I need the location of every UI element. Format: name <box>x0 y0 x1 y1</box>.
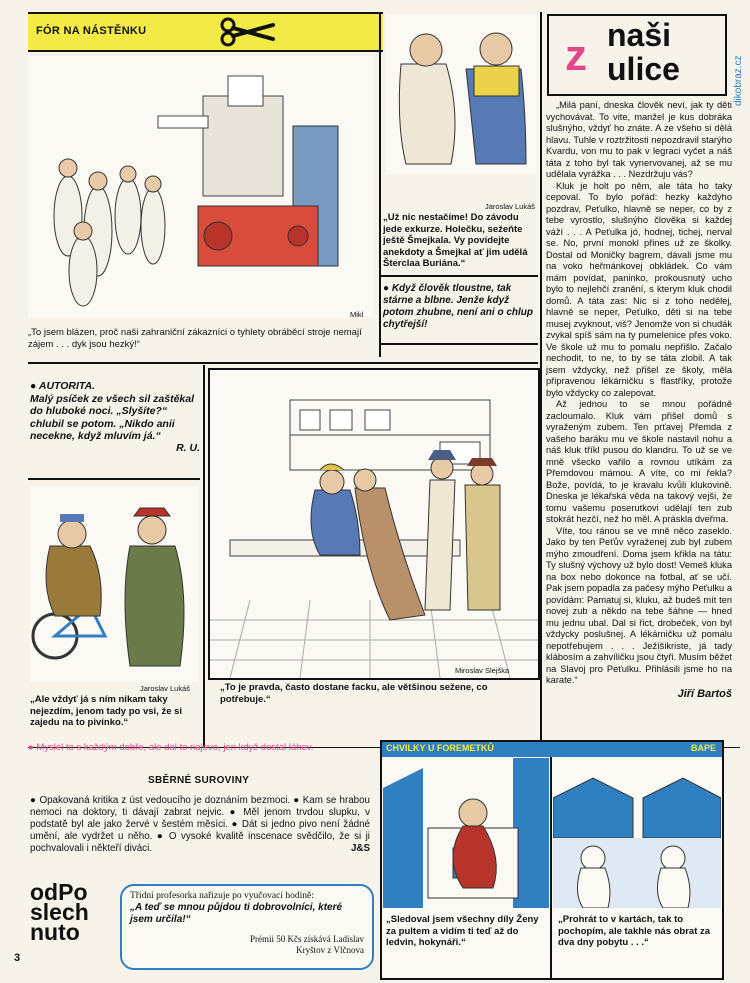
chvilky-header <box>382 742 722 757</box>
sberne-title: SBĚRNÉ SUROVINY <box>148 775 250 786</box>
scissors-icon <box>218 17 278 47</box>
cartoon-machines-illustration <box>28 56 373 318</box>
column-author: Jiří Bartoš <box>677 687 732 700</box>
autorita-text: Malý psíček ze všech sil zaštěkal do hluboké noci. „Slyšíte?“ chlubil se potom. „Nikdo anii necekne, když mluvím já.“ <box>30 392 195 442</box>
sberne-body: Opakovaná kritika z úst vedoucího je doznáním bezmoci. ● Kam se hrabou nemoci na doktory, ti dávají zabrat nejvic. ● Měl jenom trvdou slupku, v podstatě byl ale jako žervé v šestém měsíci. ● Dát si jedno pivo není žádné umění, ale vydržet u něho. ● O vysoké kvalitě inscenace svědčilo, že si ji pochvalovali i někteří diváci. <box>30 795 370 854</box>
bullet-icon: ● <box>30 380 39 392</box>
artist-credit: Miroslav Slejška <box>455 666 510 675</box>
column-paragraph: „Milá paní, dneska člověk neví, jak ty děti vychovávat. To vite, manžel je kus dobráka slušnýho, vždyť ho znáte. A ze všeho si dělá hlavu. Tuhle v roztržitosti nepozdravil starýho Kvardu, von mu to pak v legraci vyčet a náš táta z toho byl tak vynervovanej, až se mu udělala vyrážka . . . Nezdržuju vás? <box>546 100 732 179</box>
logo-nasi: naši <box>607 17 672 53</box>
logo-line: nuto <box>30 919 80 945</box>
page-number: 3 <box>14 952 21 964</box>
column-article <box>546 100 732 700</box>
section-title: FÓR NA NÁSTĚNKU <box>36 25 147 37</box>
bullet-icon: ● <box>28 742 37 753</box>
autorita-author: R. U. <box>176 441 200 454</box>
chvilky-strip <box>380 740 724 980</box>
autorita-box <box>30 380 200 454</box>
logo-z: z <box>565 31 587 80</box>
sberne-text <box>30 795 370 855</box>
nasi-z-ulice-logo <box>547 14 727 96</box>
odposlechnuto-prize: Prémii 50 Kčs získává Ladislav Kryštov z Vlčnova <box>250 934 364 955</box>
chvilky-caption-right: „Prohrát to v kartách, tak to pochopím, ale takhle nás obrat za dva dny pobytu . . .“ <box>558 914 711 948</box>
odposlechnuto-quote: „A teď se mnou půjdou ti dobrovolníci, které jsem určila!“ <box>130 902 343 925</box>
cartoon-caption: „To jsem blázen, proč naši zahraniční zákazníci o tyhlety obráběcí stroje nemají zájem . . . dyk jsou hezký!“ <box>28 327 362 350</box>
cartoon-kiosk-illustration <box>208 368 540 680</box>
chvilky-left-panel <box>383 758 549 908</box>
bullet-icon: ● <box>383 283 392 294</box>
pink-quote <box>28 742 378 753</box>
sberne-author: J&S <box>350 843 370 854</box>
chvilky-title: CHVILKY U FOREMETKŮ <box>386 743 494 753</box>
cartoon-caption: „Už nic nestačíme! Do závodu jede exkurze. Holečku, sežeňte ještě Šmejkala. Vy povídejte anekdoty a Šmejkal ať jim udělá Šterclaa Buriána.“ <box>383 212 528 269</box>
column-paragraph: Víte, tou ránou se ve mně něco zaseklo. Jako by ten Peťův vyraženej zub byl zubem mýho zmoudření. Doma jsem křikla na tátu: Ty slušný výchovy už bylo dost! Vemeš kluka na box nebo dokonce na fotbal, ať se učí. Pak jsem popadla za pačesy mýho Peťulku a povídám: Pamatuj si, kluku, až budeš mít ten novej zub a někdo na tebe šáhne — hned mu jednu ubal. Dal si řict, drobeček, von byl vždycky poslušnej. A lékárničku už pomalu nepotřebujem . . . Ježíšikriste, já tady klábosím a zahvíličku jsou čtyři. Musím běžet na Slavoj pro Peťulku. Přihlásili jsme ho na karate.“ <box>546 525 733 685</box>
section-header-for-na-nastenku <box>28 12 383 52</box>
machines-drawing <box>28 56 373 318</box>
joke-text: Když člověk tloustne, tak stárne a blbne. Jenže když potom zhubne, není ani o chlup chytřejší! <box>383 283 533 330</box>
artist-credit: Jaroslav Lukáš <box>485 202 536 211</box>
odposlechnuto-logo <box>30 879 120 945</box>
joke-tloustne <box>383 283 538 331</box>
artist-credit: Jaroslav Lukáš <box>140 684 191 693</box>
odposlechnuto-lead: Třídní profesorka nařizuje po vyučovací hodině: <box>130 891 314 901</box>
bike-drawing <box>30 486 198 682</box>
cartoon-excursion-illustration <box>386 14 536 174</box>
cartoon-caption: „Ale vždyť já s ním nikam taky nejezdím, jenom tady po vsi, že si zajedu na to pivínko.“ <box>30 694 183 728</box>
chvilky-caption-left: „Sledoval jsem všechny díly Ženy za pultem a vidím ti teď až do ledvin, hokynáři.“ <box>386 914 539 948</box>
chvilky-artist: BAPE <box>690 743 716 753</box>
odposlechnuto-box <box>120 884 374 970</box>
excursion-drawing <box>386 14 536 174</box>
cartoon-bike-illustration <box>30 486 198 682</box>
chvilky-right-panel <box>553 758 721 908</box>
cartoon-caption: „To je pravda, často dostane facku, ale většinou sežene, co potřebuje.“ <box>220 682 488 705</box>
artist-credit: Mikl <box>350 310 364 319</box>
bullet-icon: ● <box>30 795 40 806</box>
logo-line: slech <box>30 899 89 925</box>
column-paragraph: Až jednou to se mnou pořádně zacloumalo. Kluk vám přišel domů s vyraženým zubem. Ten prťavej Přemda z vašeho baráku mu ve škole nastavil nohu a náš kluk tříkl pusou do klandru. To už se ve mně všecko vařilo a rovnou utíkám za Přemdovou mámou. A víte, co mi řekla? Bože, povídá, to je kravalu kvůli klukovině. Dneska je lékařská věda na takový vejši, že tomu vašemu poserutkovi udělají ten zub stokrát hezčí, než ho měl. A práskla dveřma. <box>546 399 732 524</box>
logo-ulice: ulice <box>607 51 680 87</box>
autorita-title: AUTORITA. <box>38 380 96 392</box>
column-paragraph: Kluk je holt po něm, ale táta ho taky cepoval. To bylo pořád: hezky každýho pozdrav, Peťulko, hlavně se neper, co by z tebe vyrostlo, slušnýho člověka si každej váží . . . A Peťulka jó, hodnej, tichej, nerval se. No, první monokl přines už ze školky. Dostal od Moničky bagrem, dávali jsme mu na voko heřmánkovej obkládek. Co vám mám povídat, paninko, prokousnutý ucho bylo to nejlehčí zranění, s kterym kluk chodil domů. A táta zas: Nic si z toho nedělej, hlavně se neper, Peťulko, děti si na tebe musej zvyknout, viš? Jenomže von si chudák zvykal spíš sám na ty pumelenice přes voko. Ve škole už mu to pomalu nepřišlo. Začalo nechodit, to ne, to by se táta zlobil. A tak jsem vždycky, než přišel ze školy, měla připravenou lékárničku s flastříky, protože bylo vždycky co zalepovat. <box>546 180 732 398</box>
pink-quote-text: Myslel to s každým dobře, ale dal to najevo, jen když dostal láhev. <box>36 742 314 753</box>
site-watermark: dikobraz.cz <box>733 55 744 106</box>
kiosk-drawing <box>210 370 538 678</box>
logo-line: odPo <box>30 879 88 905</box>
